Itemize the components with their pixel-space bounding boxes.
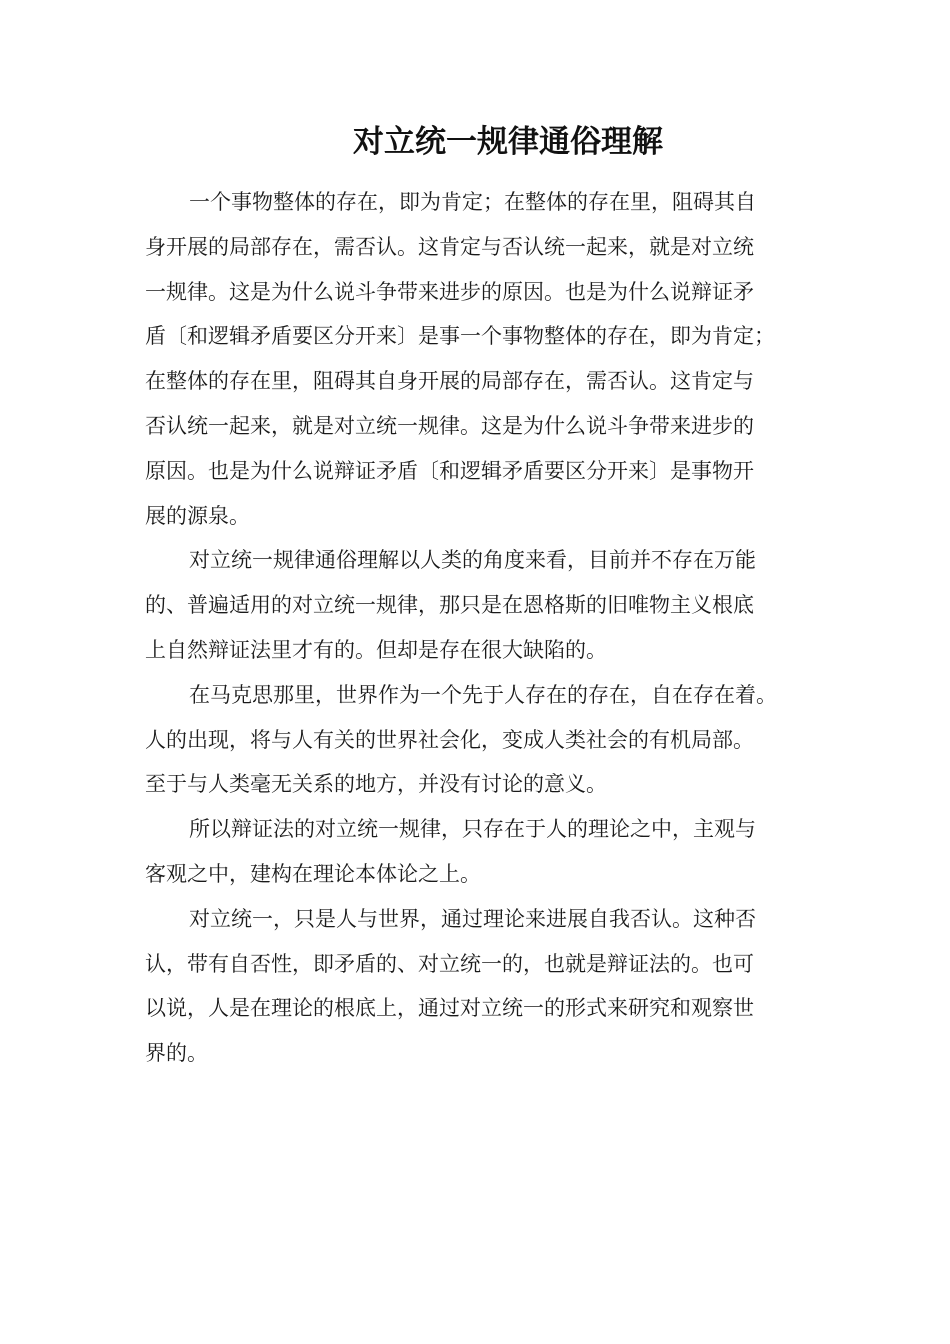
text-line: 的、普遍适用的对立统一规律，那只是在恩格斯的旧唯物主义根底 [145, 593, 754, 618]
text-line: 界的。 [145, 1041, 208, 1066]
paragraph-3 [145, 673, 825, 807]
paragraph-1 [145, 180, 825, 538]
text-line: 对立统一，只是人与世界，通过理论来进展自我否认。这种否 [189, 906, 756, 931]
text-line: 身开展的局部存在，需否认。这肯定与否认统一起来，就是对立统 [145, 234, 754, 259]
text-line: 上自然辩证法里才有的。但却是存在很大缺陷的。 [145, 637, 607, 662]
text-line: 否认统一起来，就是对立统一规律。这是为什么说斗争带来进步的 [145, 413, 754, 438]
text-line: 盾〔和逻辑矛盾要区分开来〕是事一个事物整体的存在，即为肯定； [145, 324, 775, 349]
text-line: 一个事物整体的存在，即为肯定；在整体的存在里，阻碍其自 [189, 190, 756, 214]
paragraph-4 [145, 807, 825, 897]
text-line: 对立统一规律通俗理解以人类的角度来看，目前并不存在万能 [189, 548, 756, 573]
text-line: 客观之中，建构在理论本体论之上。 [145, 861, 481, 886]
text-line: 人的出现，将与人有关的世界社会化，变成人类社会的有机局部。 [145, 727, 754, 752]
paragraph-5 [145, 897, 825, 1076]
text-line: 所以辩证法的对立统一规律，只存在于人的理论之中，主观与 [189, 817, 756, 842]
text-line: 认，带有自否性，即矛盾的、对立统一的，也就是辩证法的。也可 [145, 951, 754, 976]
document-body [145, 180, 825, 1076]
text-line: 以说，人是在理论的根底上，通过对立统一的形式来研究和观察世 [145, 996, 754, 1021]
text-line: 在整体的存在里，阻碍其自身开展的局部存在，需否认。这肯定与 [145, 369, 754, 394]
text-line: 在马克思那里，世界作为一个先于人存在的存在，自在存在着。 [189, 682, 777, 707]
text-line: 展的源泉。 [145, 503, 250, 528]
document-title: 对立统一规律通俗理解 [353, 124, 663, 160]
text-line: 至于与人类毫无关系的地方，并没有讨论的意义。 [145, 772, 607, 797]
text-line: 一规律。这是为什么说斗争带来进步的原因。也是为什么说辩证矛 [145, 279, 754, 304]
text-line: 原因。也是为什么说辩证矛盾〔和逻辑矛盾要区分开来〕是事物开 [145, 458, 754, 483]
paragraph-2 [145, 538, 825, 672]
